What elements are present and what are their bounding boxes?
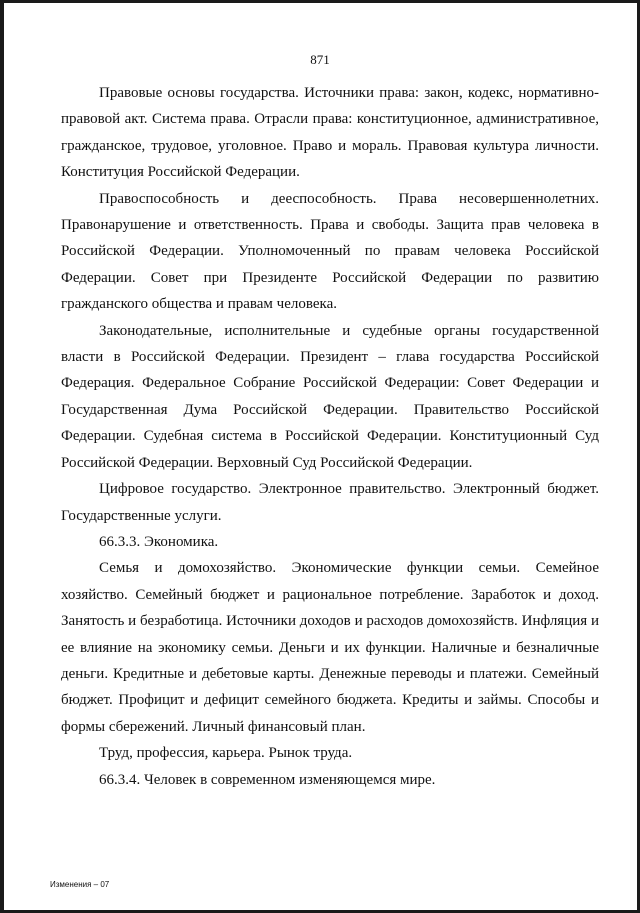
document-body — [61, 80, 599, 793]
paragraph-digital-state: Цифровое государство. Электронное правительство. Электронный бюджет. Государственные услуги. — [61, 481, 599, 524]
footer-revision-note: Изменения – 07 — [50, 880, 110, 889]
paragraph-state-authorities: Законодательные, исполнительные и судебные органы государственной власти в Российской Федерации. Президент – глава государства Российской Федерация. Федеральное Собрание Российской Федерации: Совет Федерации и Государственная Дума Российской Федерации. Правительство Российской Федерации. Судебная система в Российской Федерации. Конституционный Суд Российской Федерации. Верховный Суд Российской Федерации. — [61, 322, 599, 471]
section-heading-economics: 66.3.3. Экономика. — [99, 533, 219, 550]
paragraph-legal-capacity: Правоспособность и дееспособность. Права несовершеннолетних. Правонарушение и ответственность. Права и свободы. Защита прав человека в Российской Федерации. Уполномоченный по правам человека Российской Федерации. Совет при Президенте Российской Федерации по развитию гражданского общества и правам человека. — [61, 190, 599, 313]
page-number: 871 — [310, 52, 330, 67]
section-heading-modern-world: 66.3.4. Человек в современном изменяющемся мире. — [99, 771, 436, 788]
scan-border-top — [0, 0, 640, 3]
paragraph-labor-market: Труд, профессия, карьера. Рынок труда. — [99, 745, 353, 762]
paragraph-family-economy: Семья и домохозяйство. Экономические функции семьи. Семейное хозяйство. Семейный бюджет и рациональное потребление. Заработок и доход. Занятость и безработица. Источники доходов и расходов домохозяйств. Инфляция и ее влияние на экономику семьи. Деньги и их функции. Наличные и безналичные деньги. Кредитные и дебетовые карты. Денежные переводы и платежи. Семейный бюджет. Профицит и дефицит семейного бюджета. Кредиты и займы. Способы и формы сбережений. Личный финансовый план. — [61, 560, 599, 735]
paragraph-legal-foundations: Правовые основы государства. Источники права: закон, кодекс, нормативно-правовой акт. Система права. Отрасли права: конституционное, административное, гражданское, трудовое, уголовное. Право и мораль. Правовая культура личности. Конституция Российской Федерации. — [61, 85, 599, 181]
scan-border-left — [0, 0, 4, 913]
